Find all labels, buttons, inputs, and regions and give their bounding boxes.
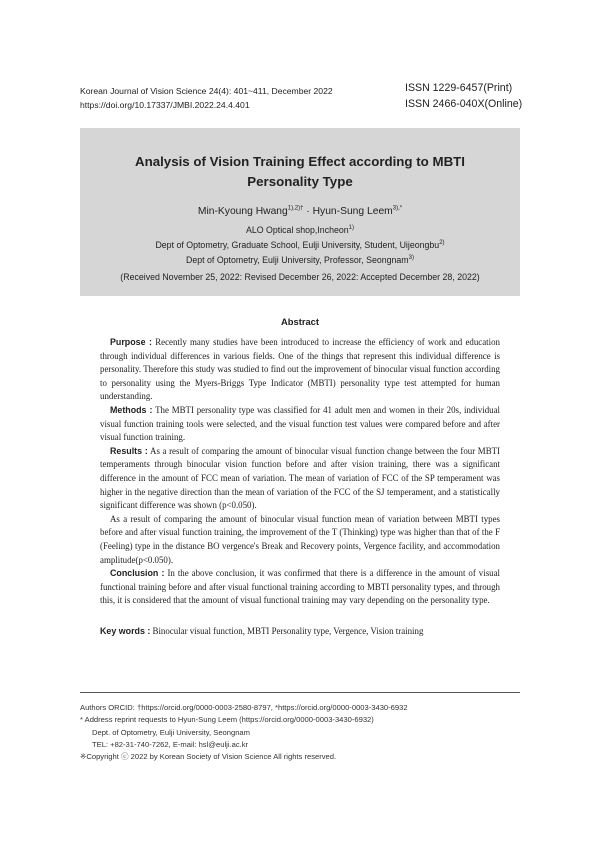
abstract-body bbox=[100, 336, 500, 608]
paper-title bbox=[80, 152, 520, 192]
conclusion-label: Conclusion : bbox=[110, 568, 165, 579]
abstract-heading: Abstract bbox=[280, 316, 320, 327]
author-1: Min-Kyoung Hwang bbox=[197, 206, 288, 217]
dept-note: Dept. of Optometry, Eulji University, Seongnam bbox=[92, 727, 250, 737]
footnote-divider bbox=[80, 692, 520, 693]
author-separator: · bbox=[303, 206, 313, 217]
methods-text: The MBTI personality type was classified for 41 adult men and women in their 20s, individual visual function training tools were selected, and the visual function test values were compared before and after visual function training. bbox=[100, 404, 500, 443]
doi-link[interactable]: https://doi.org/10.17337/JMBI.2022.24.4.401 bbox=[80, 100, 250, 110]
methods-label: Methods : bbox=[110, 404, 153, 415]
results-paragraph-2: As a result of comparing the amount of binocular visual function mean of variation between MBTI types before and after visual function training, the improvement of the T (Thinking) type was higher than that of the F (Feeling) type in the distance BO vergence's Break and Recovery points, Vergence facility, and accommodation amplitude(p<0.050). bbox=[100, 513, 500, 565]
keywords-label: Key words : bbox=[100, 626, 151, 636]
issn-online: ISSN 2466-040X(Online) bbox=[405, 98, 523, 110]
contact-note: TEL: +82-31-740-7262, E-mail: hsl@eulji.ac.kr bbox=[92, 739, 249, 749]
received-dates: (Received November 25, 2022: Revised December 26, 2022: Accepted December 28, 2022) bbox=[120, 272, 480, 282]
author-2: Hyun-Sung Leem bbox=[312, 206, 393, 217]
results-text: As a result of comparing the amount of binocular visual function change between the four MBTI temperaments through binocular vision function before and after vision training, there was a significant difference in the amount of FCC mean of variation. The mean of variation of FCC of the SP temperament was higher in the negative direction than the mean of variation of the FCC of the SJ temperament, and a statistically significant difference was shown (p<0.050). bbox=[100, 445, 500, 511]
reprint-note: * Address reprint requests to Hyun-Sung Leem (https://orcid.org/0000-0003-3430-6932) bbox=[80, 715, 374, 725]
purpose-paragraph bbox=[100, 336, 500, 404]
conclusion-text: In the above conclusion, it was confirmed that there is a difference in the amount of visual functional training before and after visual functional training according to MBTI personality types, and through this, it is considered that the amount of visual functional training may vary depending on the personality type. bbox=[100, 568, 500, 606]
title-line-2: Personality Type bbox=[247, 174, 353, 189]
issn-print: ISSN 1229-6457(Print) bbox=[405, 82, 513, 94]
keywords-text: Binocular visual function, MBTI Personality type, Vergence, Vision training bbox=[150, 626, 424, 636]
author-2-sup: 3),* bbox=[392, 205, 403, 212]
keywords bbox=[100, 626, 500, 636]
journal-citation: Korean Journal of Vision Science 24(4): 401~411, December 2022 bbox=[80, 86, 333, 96]
conclusion-paragraph bbox=[100, 567, 500, 608]
results-label: Results : bbox=[110, 445, 148, 456]
title-box bbox=[80, 128, 520, 296]
author-1-sup: 1),2)† bbox=[287, 205, 304, 212]
results-paragraph bbox=[100, 445, 500, 513]
purpose-text: Recently many studies have been introduced to increase the efficiency of work and education through individual differences in various fields. One of the things that represent this individual difference is personality. Therefore this study was studied to find out the improvement of binocular visual function according to personality using the Myers-Briggs Type Indicator (MBTI) personality type test attempted for human understanding. bbox=[100, 337, 500, 402]
affiliation-1: ALO Optical shop,Incheon$^{1)}$ bbox=[245, 225, 355, 235]
author-line bbox=[80, 206, 520, 217]
copyright-note: ※Copyright ⓒ 2022 by Korean Society of Vision Science All rights reserved. bbox=[80, 752, 337, 762]
purpose-label: Purpose : bbox=[110, 337, 152, 347]
footnotes bbox=[80, 702, 408, 763]
orcid-line[interactable]: Authors ORCID: †https://orcid.org/0000-0003-2580-8797, *https://orcid.org/0000-0003-3430-6932 bbox=[80, 703, 408, 712]
title-line-1: Analysis of Vision Training Effect according to MBTI bbox=[134, 154, 465, 169]
affiliation-3: Dept of Optometry, Eulji University, Professor, Seongnam$^{3)}$ bbox=[186, 255, 414, 265]
journal-header bbox=[80, 84, 333, 112]
affiliation-2: Dept of Optometry, Graduate School, Eulji University, Student, Uijeongbu$^{2)}$ bbox=[155, 240, 445, 250]
issn-block bbox=[405, 80, 522, 112]
methods-paragraph bbox=[100, 404, 500, 445]
